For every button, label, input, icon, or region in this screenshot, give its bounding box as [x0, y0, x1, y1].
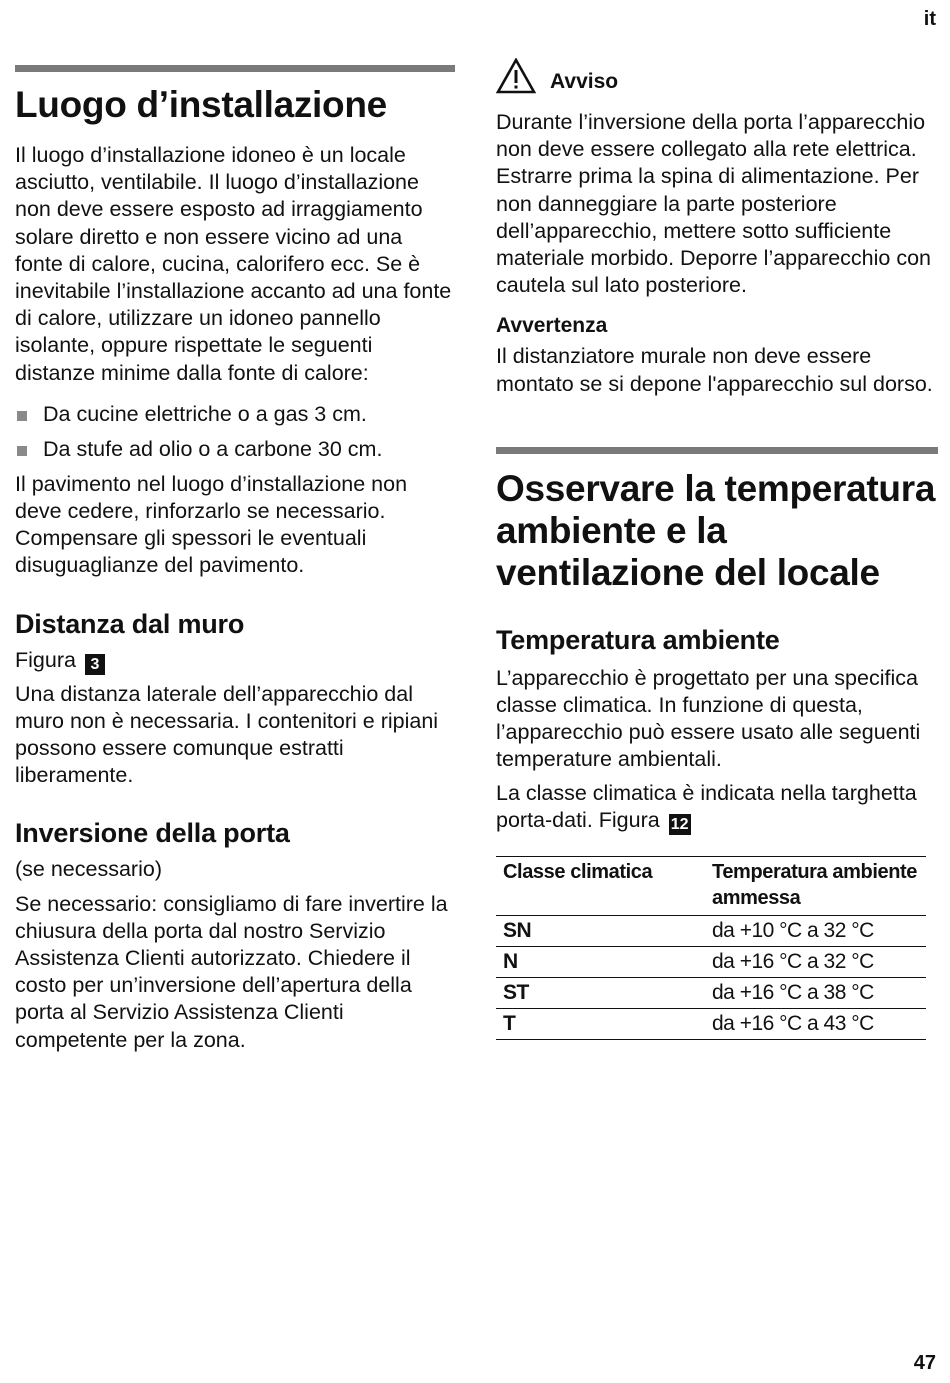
warning-text: Durante l’inversione della porta l’apparecchio non deve essere collegato alla rete elettrica. Estrarre prima la spina di alimentazione. Per non danneggiare la parte posteriore dell’apparecchio, mettere sotto sufficiente materiale morbido. Deporre l’apparecchio con cautela sul lato posteriore. [496, 110, 931, 298]
figure-number-badge: 12 [670, 815, 689, 833]
table-header-class: Classe climatica [496, 856, 705, 915]
table-cell-class: T [496, 1008, 705, 1039]
ambient-ventilation-title: Osservare la temperatura ambiente e la ventilazione del locale [496, 467, 936, 593]
bullet-square-icon [17, 411, 27, 421]
list-item [15, 401, 455, 428]
table-row [496, 977, 926, 1008]
right-column [496, 0, 938, 1040]
door-reversal-heading: Inversione della porta [15, 818, 290, 849]
language-tag: it [923, 8, 936, 30]
ambient-text: L’apparecchio è progettato per una specifica classe climatica. In funzione di questa, l’apparecchio può essere usato alle seguenti temperature ambientali. [496, 665, 921, 772]
table-row [496, 946, 926, 977]
wall-distance-heading: Distanza dal muro [15, 608, 245, 639]
bullet-square-icon [17, 446, 27, 456]
table-row [496, 915, 926, 946]
climate-class-reference [496, 780, 938, 835]
climate-class-table [496, 856, 926, 1040]
installation-site-title: Luogo d’installazione [15, 84, 387, 125]
table-cell-class: SN [496, 915, 705, 946]
section-rule [496, 447, 938, 454]
table-header-row [496, 856, 926, 915]
table-header-temperature: Temperatura ambiente ammessa [705, 856, 926, 915]
installation-intro-text: Il luogo d’installazione idoneo è un locale asciutto, ventilabile. Il luogo d’installazione non deve essere esposto ad irraggiamento solare diretto e non essere vicino ad una fonte di calore, cucina, calorifero ecc. Se è inevitabile l’installazione accanto ad una fonte di calore, utilizzare un idoneo pannello isolante, oppure rispettate le seguenti distanze minime dalla fonte di calore: [15, 143, 452, 385]
table-cell-temperature: da +16 °C a 32 °C [705, 946, 926, 977]
climate-class-text: La classe climatica è indicata nella targhetta porta-dati. Figura [496, 780, 917, 832]
section-rule [15, 65, 455, 72]
table-cell-temperature: da +10 °C a 32 °C [705, 915, 926, 946]
wall-distance-text: Una distanza laterale dell’apparecchio dal muro non è necessaria. I contenitori e ripiani possono essere comunque estratti liberamente. [15, 681, 439, 788]
note-text: Il distanziatore murale non deve essere montato se si depone l'apparecchio sul dorso. [496, 344, 933, 396]
table-cell-temperature: da +16 °C a 43 °C [705, 1008, 926, 1039]
warning-title: Avviso [550, 70, 619, 93]
table-cell-class: N [496, 946, 705, 977]
list-item-text: Da stufe ad olio o a carbone 30 cm. [43, 436, 383, 461]
figure-number-badge: 3 [85, 654, 105, 675]
table-cell-class: ST [496, 977, 705, 1008]
note-title: Avvertenza [496, 314, 608, 338]
warning-header [496, 58, 938, 94]
left-column [15, 0, 455, 1054]
figure-reference [15, 647, 455, 675]
warning-triangle-icon [496, 58, 536, 94]
floor-text: Il pavimento nel luogo d’installazione non deve cedere, rinforzarlo se necessario. Compensare gli spessori le eventuali disuguaglianze del pavimento. [15, 471, 408, 578]
door-reversal-subtitle: (se necessario) [15, 857, 162, 882]
table-row [496, 1008, 926, 1039]
page-number: 47 [913, 1352, 936, 1374]
list-item-text: Da cucine elettriche o a gas 3 cm. [43, 401, 367, 426]
figure-label: Figura [15, 647, 76, 672]
door-reversal-text: Se necessario: consigliamo di fare invertire la chiusura della porta dal nostro Servizio Assistenza Clienti autorizzato. Chiedere il costo per un’inversione dell’apertura della porta al Servizio Assistenza Clienti competente per la zona. [15, 891, 448, 1052]
table-cell-temperature: da +16 °C a 38 °C [705, 977, 926, 1008]
distance-list [15, 401, 455, 463]
list-item [15, 436, 455, 463]
ambient-temperature-heading: Temperatura ambiente [496, 624, 780, 655]
